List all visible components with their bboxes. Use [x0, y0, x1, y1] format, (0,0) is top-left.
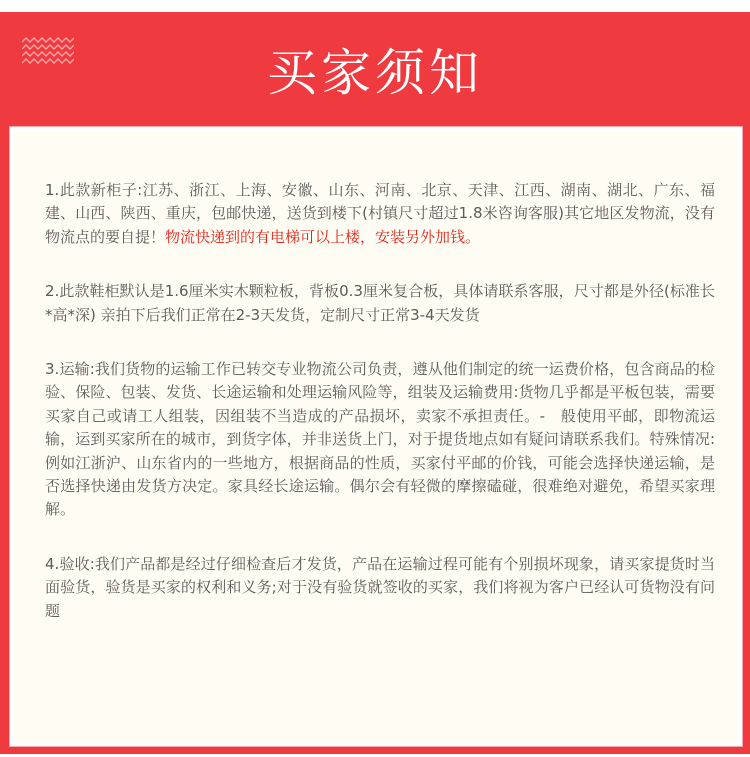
paragraph-3-text: 3.运输:我们货物的运输工作已转交专业物流公司负责，遵从他们制定的统一运费价格，包含商品的检验、保险、包装、发货、长途运输和处理运输风险等，组装及运输费用:货物几乎都是平板包装，需要买家自己或请工人组装，因组装不当造成的产品损坏，卖家不承担责任。- 般使用平邮，即物流运输，运到买家所在的城市，到货字体，并非送货上门，对于提货地点如有疑问请联系我们。特殊情况:例如江浙沪、山东省内的一些地方，根据商品的性质，买家付平邮的价钱，可能会选择快递运输，是否选择快递由发货方决定。家具经长途运输。偶尔会有轻微的摩擦磕碰，很难绝对避免，希望买家理解。 [45, 360, 715, 519]
notice-paragraph-3 [45, 358, 715, 522]
page-title: 买家须知 [267, 44, 483, 102]
paragraph-1-text: 1.此款新柜子:江苏、浙江、上海、安徽、山东、河南、北京、天津、江西、湖南、湖北、广东、福建、山西、陕西、重庆，包邮快递，送货到楼下(村镇尺寸超过1.8米咨询客服)其它地区发物流，没有物流点的要自提！ [45, 181, 715, 246]
paragraph-1-highlight: 物流快递到的有电梯可以上楼，安装另外加钱。 [165, 227, 481, 246]
paragraph-4-text: 4.验收:我们产品都是经过仔细检查后才发货，产品在运输过程可能有个别损坏现象，请买家提货时当面验货，验货是买家的权利和义务;对于没有验货就签收的买家，我们将视为客户已经认可货物没有问题 [45, 554, 715, 620]
paragraph-2-text: 2.此款鞋柜默认是1.6厘米实木颗粒板，背板0.3厘米复合板，具体请联系客服，尺寸都是外径(标准长*高*深) 亲拍下后我们正常在2-3天发货，定制尺寸正常3-4天发货 [45, 282, 715, 324]
red-frame [0, 12, 750, 754]
notice-content [45, 179, 715, 654]
notice-paragraph-1 [45, 179, 715, 249]
notice-paragraph-4 [45, 553, 715, 623]
notice-panel [10, 127, 742, 746]
notice-paragraph-2 [45, 280, 715, 327]
